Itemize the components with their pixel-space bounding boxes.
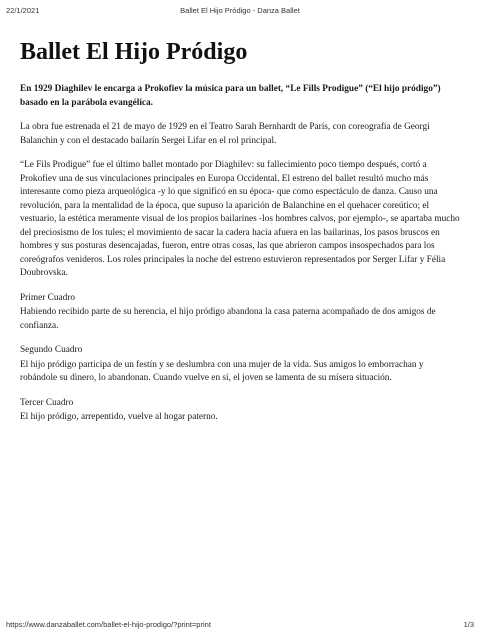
section-text-primer-cuadro: Habiendo recibido parte de su herencia, el hijo pródigo abandona la casa paterna acompañado de dos amigos de confianza.: [20, 307, 436, 331]
article-paragraph-premiere: La obra fue estrenada el 21 de mayo de 1929 en el Teatro Sarah Bernhardt de París, con coreografía de Georgi Balanchin y con el destacado bailarín Sergei Lifar en el rol principal.: [20, 122, 430, 146]
section-heading-tercer-cuadro: Tercer Cuadro: [20, 397, 74, 408]
print-footer: [6, 620, 474, 632]
article: [20, 38, 462, 436]
article-title: Ballet El Hijo Pródigo: [20, 39, 248, 65]
section-text-tercer-cuadro: El hijo pródigo, arrepentido, vuelve al hogar paterno.: [20, 412, 218, 422]
print-date: 22/1/2021: [6, 6, 40, 15]
article-lead: En 1929 Diaghilev le encarga a Prokofiev la música para un ballet, “Le Fills Prodigue” (“El hijo pródigo”) basado en la parábola evangélica.: [20, 84, 441, 108]
print-document-title: Ballet El Hijo Pródigo - Danza Ballet: [180, 6, 300, 15]
section-heading-primer-cuadro: Primer Cuadro: [20, 292, 75, 303]
section-heading-segundo-cuadro: Segundo Cuadro: [20, 345, 83, 355]
print-url[interactable]: https://www.danzaballet.com/ballet-el-hijo-prodigo/?print=print: [6, 620, 211, 629]
article-paragraph-history: “Le Fils Prodigue” fue el último ballet montado por Diaghilev: su fallecimiento poco tiempo después, cortó a Prokofiev una de sus vinculaciones principales en Europa Occidental. El estreno del ballet resultó mucho más interesante como pieza arqueológica -y lo que significó en su época- que como espectáculo de danza. Causo una revolución, para la mentalidad de la época, que supuso la aparición de Balanchine en el quehacer coreútico; el vestuario, la estética meramente visual de los propios bailarines -los hombres calvos, por ejemplo-, se apartaba mucho del preciosismo de los tules; el movimiento de sacar la cadera hacia afuera en las bailarinas, los pasos bruscos en hombres y sus posturas desencajadas, fueron, entre otras cosas, las que abrieron campos insospechados para los coreógrafos venideros. Los roles principales la noche del estreno estuvieron representados por Serger Lifar y Félia Doubrovska.: [20, 160, 460, 278]
page-number: 1/3: [463, 620, 474, 629]
section-text-segundo-cuadro: El hijo pródigo participa de un festín y se deslumbra con una mujer de la vida. Sus amigos lo emborrachan y robándole su dinero, lo abandonan. Cuando vuelve en sí, el joven se lamenta de su mísera situación.: [20, 359, 424, 383]
print-header: [6, 6, 474, 20]
